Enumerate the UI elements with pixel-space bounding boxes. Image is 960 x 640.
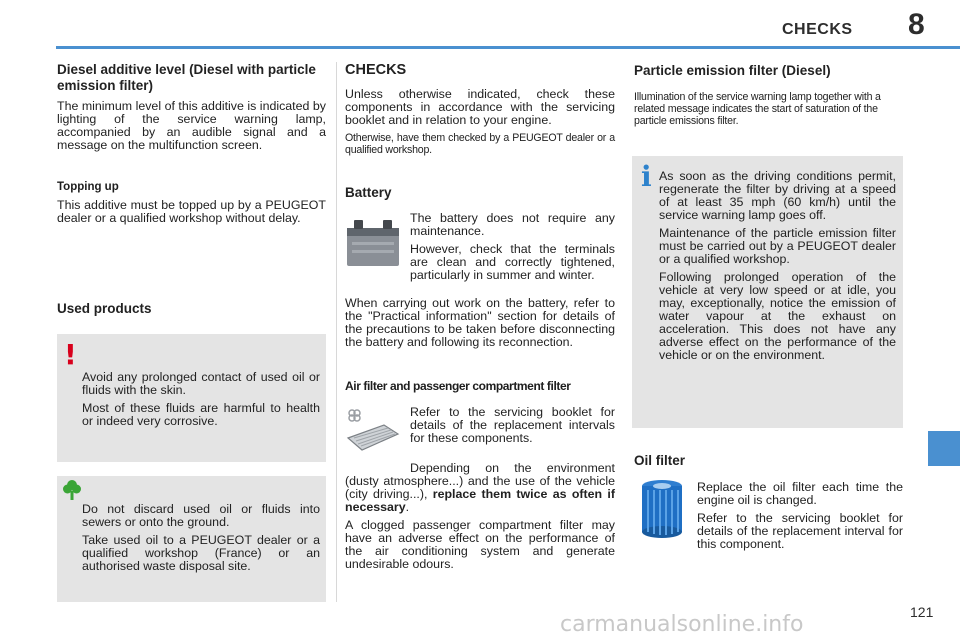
diesel-additive-text: The minimum level of this additive is indicated by lighting of the service warning lamp, accompanied by an audible signal and a message on the multifunction screen. <box>57 99 326 152</box>
battery-work-text: When carrying out work on the battery, refer to the "Practical information" section for details of the precautions to be taken before disconnecting the battery and following its reconnection. <box>345 296 615 349</box>
environment-text <box>82 503 320 578</box>
warning-paragraph-1: Avoid any prolonged contact of used oil or fluids with the skin. <box>82 370 320 397</box>
battery-paragraph-1: The battery does not require any maintenance. <box>410 211 615 238</box>
warning-text <box>82 371 320 433</box>
info-text <box>659 170 896 367</box>
topping-up-heading: Topping up <box>57 181 119 193</box>
warning-box <box>57 334 326 462</box>
info-paragraph-1: As soon as the driving conditions permit, regenerate the filter by driving at a speed of at least 35 mph (60 km/h) until the service warning lamp goes off. <box>659 169 896 222</box>
air-filter-paragraph-3: A clogged passenger compartment filter may have an adverse effect on the performance of the air conditioning system and generate undesirable odours. <box>345 518 615 571</box>
chapter-number: 8 <box>908 8 925 41</box>
page-number: 121 <box>910 604 934 620</box>
environment-paragraph-2: Take used oil to a PEUGEOT dealer or a qualified workshop (France) or an authorised waste disposal site. <box>82 533 320 573</box>
air-filter-text <box>345 462 615 576</box>
watermark: carmanualsonline.info <box>560 612 804 637</box>
chapter-side-tab <box>928 431 960 466</box>
section-title: CHECKS <box>782 21 853 38</box>
info-paragraph-2: Maintenance of the particle emission filter must be carried out by a PEUGEOT dealer or a qualified workshop. <box>659 226 896 266</box>
battery-heading: Battery <box>345 185 392 200</box>
info-icon: i <box>641 160 652 193</box>
battery-paragraph-2: However, check that the terminals are clean and correctly tightened, particularly in summer and winter. <box>410 242 615 282</box>
oil-filter-paragraph-2: Refer to the servicing booklet for details of the replacement interval for this component. <box>697 511 903 551</box>
diesel-additive-heading: Diesel additive level (Diesel with particle emission filter) <box>57 62 316 93</box>
environment-paragraph-1: Do not discard used oil or fluids into sewers or onto the ground. <box>82 502 320 529</box>
environment-box <box>57 476 326 602</box>
checks-text <box>345 88 615 161</box>
battery-icon <box>344 214 402 269</box>
air-filter-emphasis: replace them twice as often if necessary <box>345 487 615 514</box>
environment-tree-icon <box>63 479 81 501</box>
air-filter-icon <box>344 408 400 456</box>
oil-filter-text <box>697 481 903 556</box>
particle-filter-text: Illumination of the service warning lamp together with a related message indicates the start of saturation of the particle emissions filter. <box>634 91 881 127</box>
battery-text <box>410 212 615 287</box>
column-divider <box>336 62 337 602</box>
air-filter-paragraph-2 <box>345 462 615 514</box>
info-box <box>632 156 903 428</box>
air-filter-period: . <box>405 500 410 514</box>
oil-filter-icon <box>638 478 686 542</box>
warning-exclamation-icon: ! <box>64 338 77 371</box>
checks-heading: CHECKS <box>345 62 407 78</box>
topping-up-text: This additive must be topped up by a PEUGEOT dealer or a qualified workshop without delay. <box>57 198 326 225</box>
particle-filter-heading: Particle emission filter (Diesel) <box>634 63 831 78</box>
checks-paragraph-1: Unless otherwise indicated, check these components in accordance with the servicing booklet and in relation to your engine. <box>345 87 615 127</box>
air-filter-usage-text: Depending on the environment (dusty atmosphere...) and the use of the vehicle (city driving...), <box>345 461 615 501</box>
oil-filter-paragraph-1: Replace the oil filter each time the engine oil is changed. <box>697 480 903 507</box>
oil-filter-heading: Oil filter <box>634 453 686 468</box>
warning-paragraph-2: Most of these fluids are harmful to health or indeed very corrosive. <box>82 401 320 428</box>
checks-paragraph-2: Otherwise, have them checked by a PEUGEOT dealer or a qualified workshop. <box>345 132 615 156</box>
air-filter-heading: Air filter and passenger compartment filter <box>345 379 571 393</box>
header-rule <box>56 46 960 49</box>
used-products-heading: Used products <box>57 301 152 316</box>
info-paragraph-3: Following prolonged operation of the vehicle at very low speed or at idle, you may, exceptionally, notice the emission of water vapour at the exhaust on acceleration. This does not have any adverse effect on the performance of the vehicle or on the environment. <box>659 270 896 362</box>
air-filter-intervals-text: Refer to the servicing booklet for details of the replacement intervals for these components. <box>410 405 615 445</box>
